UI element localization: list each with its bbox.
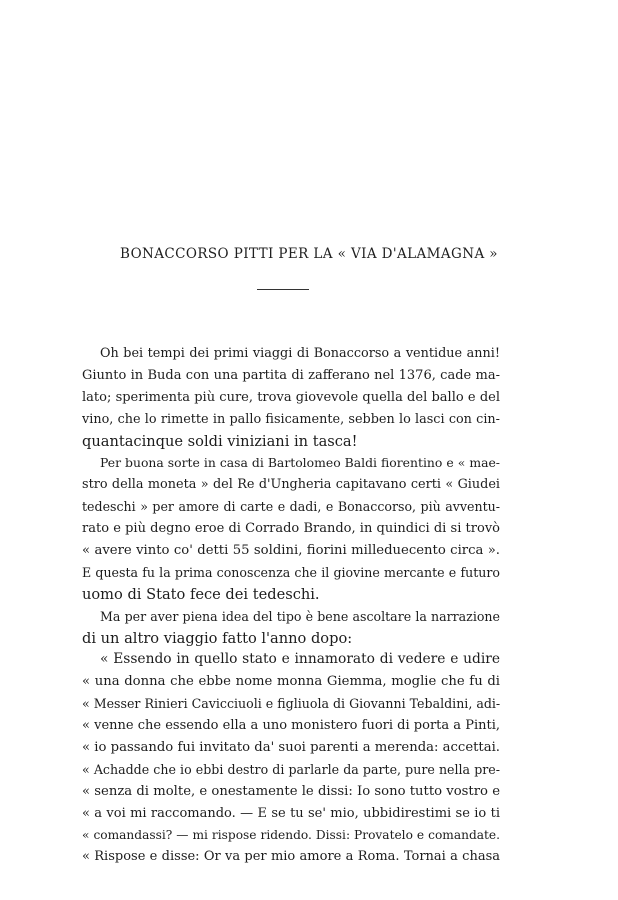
- text-line: tedeschi » per amore di carte e dadi, e Bonaccorso, più avventu-: [82, 499, 500, 515]
- text-line: stro della moneta » del Re d'Ungheria capitavano certi « Giudei: [82, 477, 500, 493]
- text-line: Giunto in Buda con una partita di zafferano nel 1376, cade ma-: [82, 367, 500, 383]
- text-line: « avere vinto co' detti 55 soldini, fiorini milleduecento circa ».: [82, 543, 500, 559]
- text-line: lato; sperimenta più cure, trova giovevole quella del ballo e del: [82, 389, 500, 405]
- text-line: « io passando fui invitato da' suoi parenti a merenda: accettai.: [82, 740, 500, 756]
- title-rule: [257, 289, 309, 290]
- text-line: uomo di Stato fece dei tedeschi.: [82, 585, 320, 603]
- text-line: rato e più degno eroe di Corrado Brando, in quindici di si trovò: [82, 521, 500, 537]
- text-line: di un altro viaggio fatto l'anno dopo:: [82, 629, 353, 647]
- text-line: Oh bei tempi dei primi viaggi di Bonaccorso a ventidue anni!: [100, 346, 500, 361]
- chapter-title: BONACCORSO PITTI PER LA « VIA D'ALAMAGNA »: [120, 246, 498, 262]
- text-line: Ma per aver piena idea del tipo è bene ascoltare la narrazione: [100, 608, 500, 624]
- text-line: « a voi mi raccomando. — E se tu se' mio, ubbidirestimi se io ti: [82, 805, 500, 821]
- text-line: « Essendo in quello stato e innamorato di vedere e udire: [100, 651, 500, 668]
- text-line: « venne che essendo ella a uno monistero fuori di porta a Pinti,: [82, 718, 500, 734]
- text-line: E questa fu la prima conoscenza che il giovine mercante e futuro: [82, 564, 500, 580]
- text-line: « una donna che ebbe nome monna Giemma, moglie che fu di: [82, 674, 500, 690]
- body-text: [82, 343, 500, 868]
- text-line: Per buona sorte in casa di Bartolomeo Baldi fiorentino e « mae-: [100, 455, 500, 471]
- text-line: vino, che lo rimette in pallo fisicamente, sebben lo lasci con cin-: [82, 411, 500, 427]
- text-line: « senza di molte, e onestamente le dissi: Io sono tutto vostro e: [82, 783, 500, 799]
- text-line: « comandassi? — mi rispose ridendo. Dissi: Provatelo e comandate.: [82, 827, 500, 842]
- text-line: « Achadde che io ebbi destro di parlarle da parte, pure nella pre-: [82, 761, 500, 777]
- text-line: « Rispose e disse: Or va per mio amore a Roma. Tornai a chasa: [82, 849, 500, 865]
- text-line: « Messer Rinieri Cavicciuoli e figliuola di Giovanni Tebaldini, adi-: [82, 696, 500, 712]
- text-line: quantacinque soldi viniziani in tasca!: [82, 432, 358, 450]
